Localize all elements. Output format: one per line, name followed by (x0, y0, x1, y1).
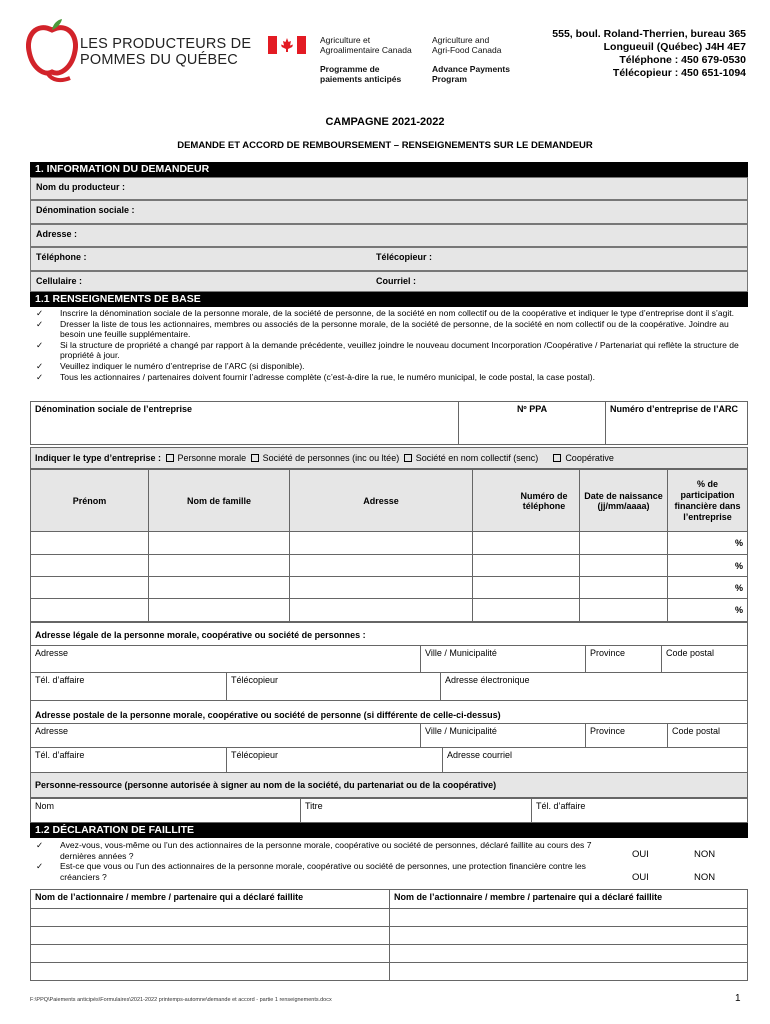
organization-address (552, 28, 746, 80)
phone-label: Téléphone : (36, 252, 87, 262)
table-row[interactable] (31, 577, 748, 599)
th-birthdate: Date de naissance (jj/mm/aaaa) (580, 470, 668, 532)
email-label: Courriel : (376, 276, 417, 286)
checkbox-personne-morale[interactable] (166, 454, 174, 462)
program-name-en (432, 64, 510, 84)
company-type-row (30, 447, 748, 469)
contact-person-title: Personne-ressource (personne autorisée à signer au nom de la société, du partenariat ou de la coopérative) (30, 772, 748, 798)
bankruptcy-col-left: Nom de l’actionnaire / membre / partenaire qui a déclaré faillite (31, 890, 390, 909)
program-en-line-2: Program (432, 74, 467, 84)
th-phone: Numéro de téléphone (473, 470, 580, 532)
table-row[interactable] (31, 927, 748, 945)
legal-province-cell[interactable]: Province (586, 646, 662, 673)
th-firstname: Prénom (31, 470, 149, 532)
legal-contact-table (30, 672, 748, 701)
cell-email-row[interactable] (30, 271, 748, 292)
postal-tel-cell[interactable]: Tél. d’affaire (31, 748, 227, 773)
postal-contact-table (30, 747, 748, 773)
gov-en-line-1: Agriculture and (432, 35, 490, 45)
instruction-item (36, 308, 746, 319)
bankruptcy-question-1 (36, 840, 601, 861)
percent-cell[interactable]: % (668, 599, 748, 622)
section-1-1-header: 1.1 RENSEIGNEMENTS DE BASE (30, 292, 748, 307)
contact-tel-cell[interactable]: Tél. d’affaire (532, 799, 748, 823)
file-path-footer: F:\PPQ\Paiements anticipés\Formulaires\2021-2022 printemps-automne\demande et accord - partie 1 renseignements.docx (30, 997, 332, 1003)
legal-fax-cell[interactable]: Télécopieur (227, 673, 441, 701)
legal-email-cell[interactable]: Adresse électronique (441, 673, 748, 701)
canada-flag-icon (268, 36, 306, 54)
page-number: 1 (735, 993, 741, 1004)
shareholders-table (30, 469, 748, 622)
address-label: Adresse : (36, 229, 78, 239)
legal-city-cell[interactable]: Ville / Municipalité (421, 646, 586, 673)
company-name-cell[interactable] (31, 402, 459, 445)
section-1-2-header: 1.2 DÉCLARATION DE FAILLITE (30, 823, 748, 838)
gov-name-en (432, 35, 501, 55)
type-label: Indiquer le type d’entreprise : (35, 453, 162, 463)
question-text: Est-ce que vous ou l’un des actionnaires de la personne morale, coopérative ou société de personnes, une protection financière contre les créanciers ? (60, 861, 586, 882)
instruction-text: Veuillez indiquer le numéro d’entreprise de l’ARC (si disponible). (60, 360, 305, 371)
address-line-4: Télécopieur : 450 651-1094 (612, 67, 746, 79)
table-row[interactable] (31, 555, 748, 577)
bankruptcy-questions (36, 840, 601, 882)
logo-text (80, 36, 251, 68)
q2-no-option[interactable]: NON (694, 872, 716, 883)
table-row[interactable] (31, 599, 748, 622)
address-line-1: 555, boul. Roland-Therrien, bureau 365 (552, 28, 746, 40)
instruction-item (36, 340, 746, 361)
legal-address-title: Adresse légale de la personne morale, coopérative ou société de personnes : (30, 622, 748, 645)
fax-label: Télécopieur : (376, 252, 433, 262)
table-row[interactable] (31, 532, 748, 555)
postal-city-cell[interactable]: Ville / Municipalité (421, 724, 586, 748)
gov-fr-line-2: Agroalimentaire Canada (320, 45, 412, 55)
postal-fax-cell[interactable]: Télécopieur (227, 748, 443, 773)
bankruptcy-question-2 (36, 861, 601, 882)
postal-email-cell[interactable]: Adresse courriel (443, 748, 748, 773)
checkbox-societe-personnes[interactable] (251, 454, 259, 462)
bankruptcy-table (30, 889, 748, 981)
postal-postal-cell[interactable]: Code postal (668, 724, 748, 748)
th-address: Adresse (290, 470, 473, 532)
gov-fr-line-1: Agriculture et (320, 35, 371, 45)
percent-cell[interactable]: % (668, 555, 748, 577)
legal-address-table (30, 645, 748, 673)
campaign-title: CAMPAGNE 2021-2022 (325, 116, 445, 128)
postal-address-title: Adresse postale de la personne morale, coopérative ou société de personne (si différente de celle-ci-dessus) (30, 700, 748, 723)
checkbox-senc[interactable] (404, 454, 412, 462)
company-name-field[interactable] (30, 200, 748, 224)
instruction-text: Si la structure de propriété a changé par rapport à la demande précédente, veuillez joindre le nouveau document Incorporation /Coopérative / Partenariat qui reflète la structure de propriété à jour. (60, 339, 739, 361)
gov-en-line-2: Agri-Food Canada (432, 45, 502, 55)
phone-fax-row[interactable] (30, 247, 748, 271)
table-header-row (31, 470, 748, 532)
check-icon: ✓ (36, 360, 44, 371)
instruction-item (36, 361, 746, 372)
apple-logo-icon (26, 18, 78, 84)
producer-name-label: Nom du producteur : (36, 182, 125, 192)
q1-no-option[interactable]: NON (694, 849, 716, 860)
logo-line-1: LES PRODUCTEURS DE (80, 36, 252, 52)
option-label: Personne morale (177, 453, 247, 463)
legal-postal-cell[interactable]: Code postal (662, 646, 748, 673)
instruction-text: Dresser la liste de tous les actionnaires, membres ou associés de la personne morale, de la société de personne, de la société en nom collectif ou de la coopérative. Joindre au besoin une feuille supplémentaire. (60, 318, 729, 340)
legal-tel-cell[interactable]: Tél. d’affaire (31, 673, 227, 701)
check-icon: ✓ (36, 308, 44, 318)
table-row[interactable] (31, 945, 748, 963)
col-ppa-label: Nº PPA (516, 404, 548, 414)
instructions-list (36, 308, 746, 382)
col-arc-label: Numéro d’entreprise de l’ARC (610, 404, 739, 414)
col-company-label: Dénomination sociale de l’entreprise (35, 404, 193, 414)
postal-province-cell[interactable]: Province (586, 724, 668, 748)
address-line-2: Longueuil (Québec) J4H 4E7 (603, 41, 746, 53)
program-en-line-1: Advance Payments (432, 64, 510, 74)
logo-line-2: POMMES DU QUÉBEC (80, 52, 238, 68)
postal-address-cell[interactable]: Adresse (31, 724, 421, 748)
company-info-table (30, 401, 748, 445)
instruction-text: Inscrire la dénomination sociale de la personne morale, de la société de personne, de la société en nom collectif ou de la coopérative et indiquer le type d’entreprise dont il s’agit. (60, 308, 735, 318)
arc-cell[interactable] (606, 402, 748, 445)
form-subtitle: DEMANDE ET ACCORD DE REMBOURSEMENT – RENSEIGNEMENTS SUR LE DEMANDEUR (177, 140, 593, 151)
bankruptcy-col-right: Nom de l’actionnaire / membre / partenaire qui a déclaré faillite (390, 890, 748, 909)
legal-address-cell[interactable]: Adresse (31, 646, 421, 673)
producer-name-field[interactable] (30, 177, 748, 200)
contact-title-cell[interactable]: Titre (301, 799, 532, 823)
instruction-item (36, 372, 746, 383)
table-row[interactable] (31, 909, 748, 927)
address-line-3: Téléphone : 450 679-0530 (619, 54, 746, 66)
th-participation: % de participation financière dans l’entreprise (668, 470, 748, 532)
check-icon: ✓ (36, 840, 44, 850)
program-fr-line-1: Programme de (320, 64, 380, 74)
instruction-text: Tous les actionnaires / partenaires doivent fournir l’adresse complète (c’est-à-dire la rue, le numéro municipal, le code postal, la case postal). (60, 371, 595, 382)
check-icon: ✓ (36, 371, 44, 382)
question-text: Avez-vous, vous-même ou l’un des actionnaires de la personne morale, coopérative ou société de personnes, déclaré faillite au cours des 7 dernières années ? (60, 840, 592, 861)
q1-yes-option[interactable]: OUI (632, 849, 649, 860)
gov-name-fr (320, 35, 412, 55)
check-icon: ✓ (36, 861, 44, 872)
ppa-cell[interactable] (459, 402, 606, 445)
instruction-item (36, 319, 746, 340)
percent-cell[interactable]: % (668, 532, 748, 555)
cell-label: Cellulaire : (36, 276, 83, 286)
address-field[interactable] (30, 224, 748, 247)
company-name-label: Dénomination sociale : (36, 205, 135, 215)
program-name-fr (320, 64, 401, 84)
table-row[interactable] (31, 963, 748, 981)
option-label: Société en nom collectif (senc) (415, 453, 539, 463)
option-label: Coopérative (565, 453, 614, 463)
program-fr-line-2: paiements anticipés (320, 74, 402, 84)
section-1-header: 1. INFORMATION DU DEMANDEUR (30, 162, 748, 177)
th-lastname: Nom de famille (149, 470, 290, 532)
percent-cell[interactable]: % (668, 577, 748, 599)
postal-address-table (30, 723, 748, 748)
checkbox-cooperative[interactable] (553, 454, 561, 462)
contact-name-cell[interactable]: Nom (31, 799, 301, 823)
q2-yes-option[interactable]: OUI (632, 872, 649, 883)
contact-person-table (30, 798, 748, 823)
check-icon: ✓ (36, 318, 44, 329)
option-label: Société de personnes (inc ou ltée) (262, 453, 400, 463)
check-icon: ✓ (36, 339, 44, 350)
